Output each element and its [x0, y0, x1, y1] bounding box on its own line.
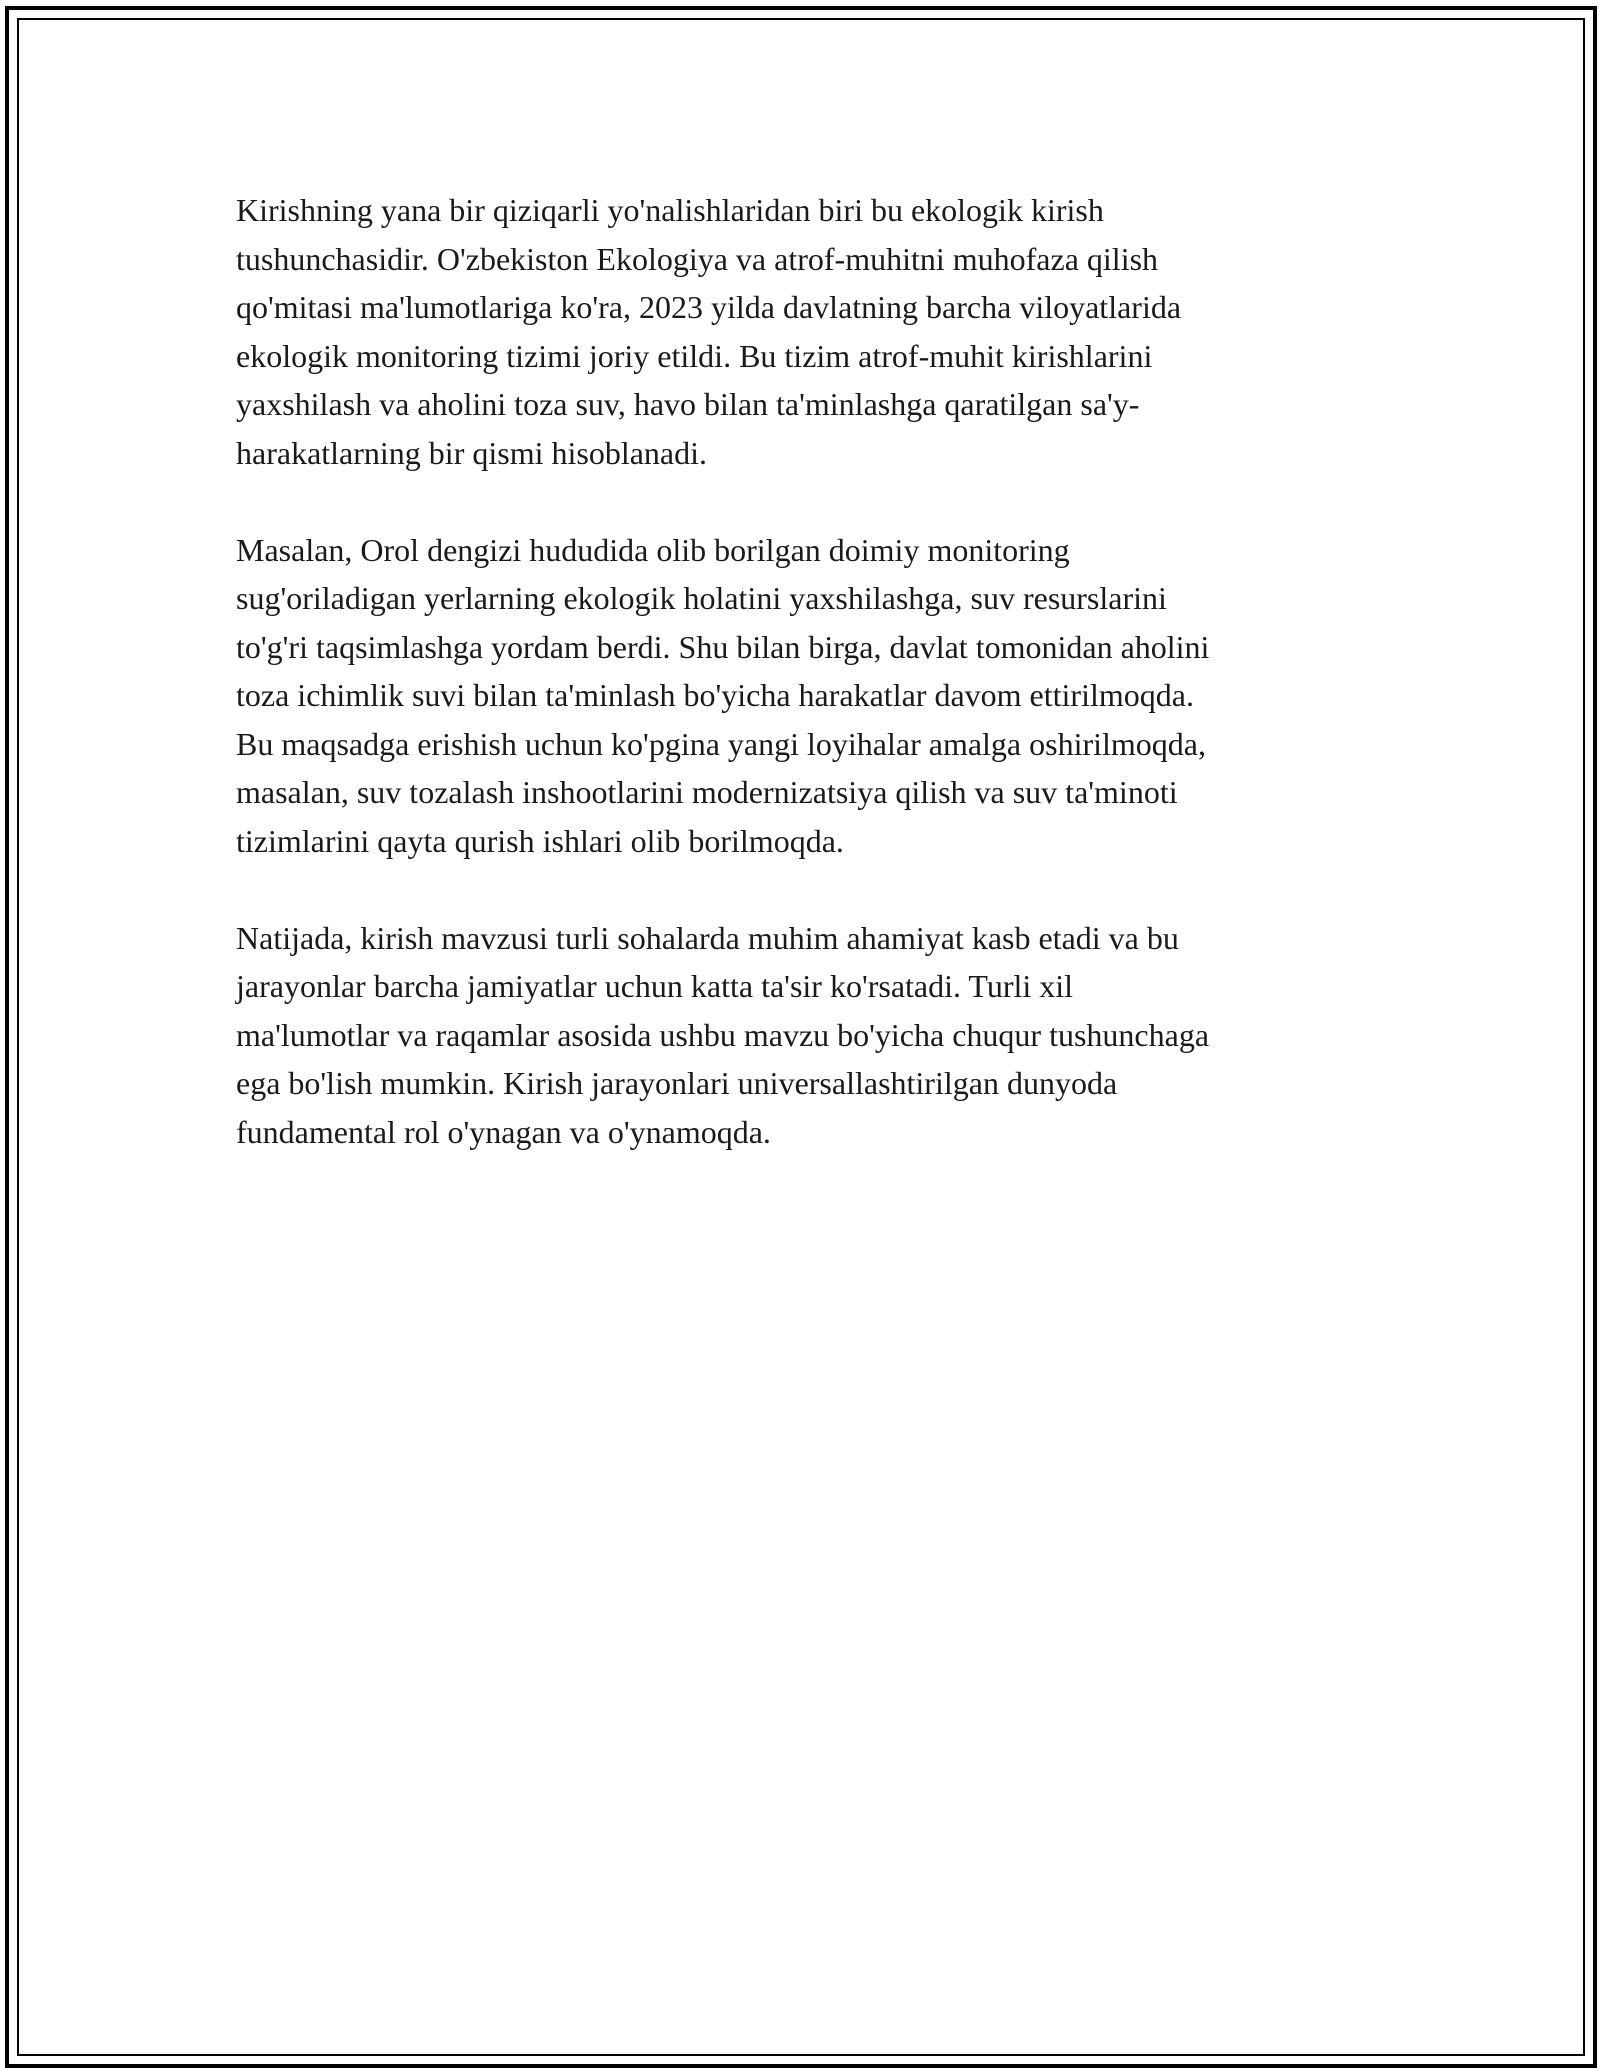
paragraph-line: fundamental rol o'ynagan va o'ynamoqda.	[236, 1113, 771, 1150]
paragraph-line: jarayonlar barcha jamiyatlar uchun katta ta'sir ko'rsatadi. Turli xil	[236, 968, 1074, 1004]
paragraph-line: ekologik monitoring tizimi joriy etildi. Bu tizim atrof-muhit kirishlarini	[236, 337, 1153, 374]
paragraph-2	[236, 526, 1366, 866]
paragraph-line: yaxshilash va aholini toza suv, havo bilan ta'minlashga qaratilgan sa'y-	[236, 386, 1140, 422]
paragraph-line: sug'oriladigan yerlarning ekologik holatini yaxshilashga, suv resurslarini	[236, 580, 1167, 616]
paragraph-3	[236, 914, 1366, 1157]
paragraph-line: tizimlarini qayta qurish ishlari olib borilmoqda.	[236, 822, 844, 859]
paragraph-line: masalan, suv tozalash inshootlarini modernizatsiya qilish va suv ta'minoti	[236, 774, 1178, 810]
paragraph-line: harakatlarning bir qismi hisoblanadi.	[236, 434, 707, 471]
document-body	[236, 186, 1366, 1205]
paragraph-line: to'g'ri taqsimlashga yordam berdi. Shu bilan birga, davlat tomonidan aholini	[236, 628, 1210, 665]
paragraph-line: Natijada, kirish mavzusi turli sohalarda muhim ahamiyat kasb etadi va bu	[236, 919, 1179, 956]
paragraph-line: ega bo'lish mumkin. Kirish jarayonlari universallashtirilgan dunyoda	[236, 1065, 1118, 1101]
paragraph-line: Masalan, Orol dengizi hududida olib borilgan doimiy monitoring	[236, 531, 1070, 568]
paragraph-line: qo'mitasi ma'lumotlariga ko'ra, 2023 yilda davlatning barcha viloyatlarida	[236, 289, 1182, 325]
paragraph-line: tushunchasidir. O'zbekiston Ekologiya va atrof-muhitni muhofaza qilish	[236, 240, 1159, 277]
paragraph-line: Bu maqsadga erishish uchun ko'pgina yangi loyihalar amalga oshirilmoqda,	[236, 725, 1206, 762]
paragraph-1	[236, 186, 1366, 477]
paragraph-line: ma'lumotlar va raqamlar asosida ushbu mavzu bo'yicha chuqur tushunchaga	[236, 1016, 1210, 1053]
paragraph-line: toza ichimlik suvi bilan ta'minlash bo'yicha harakatlar davom ettirilmoqda.	[236, 677, 1194, 713]
paragraph-line: Kirishning yana bir qiziqarli yo'nalishlaridan biri bu ekologik kirish	[236, 192, 1104, 228]
